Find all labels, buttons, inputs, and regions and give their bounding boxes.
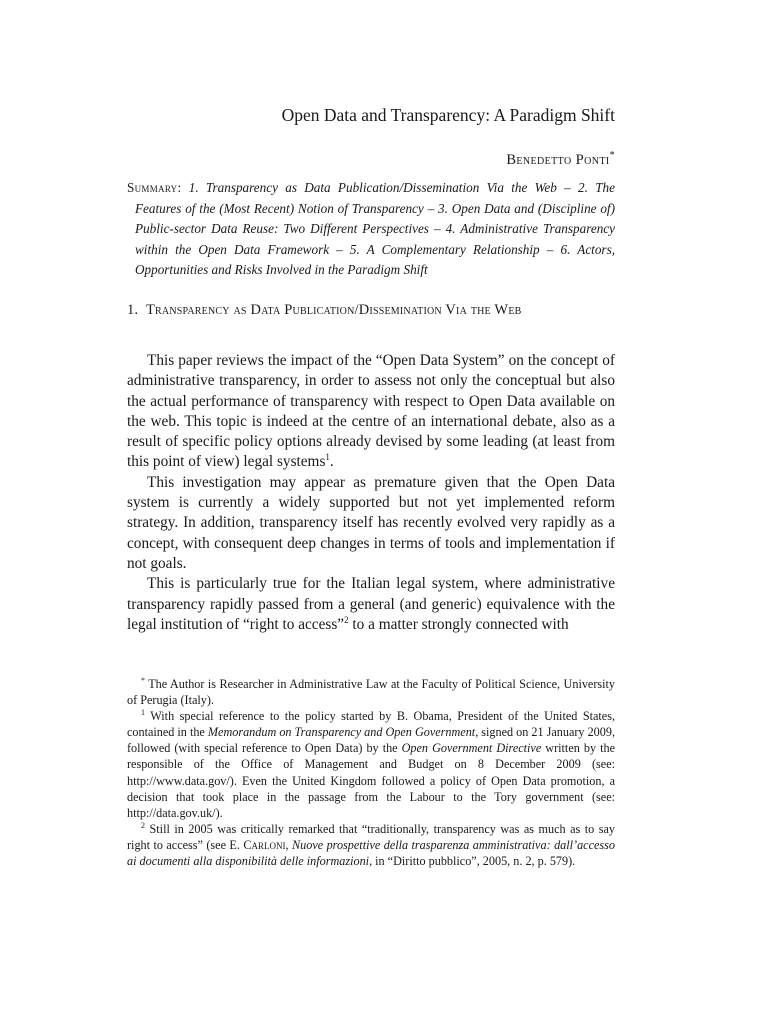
paragraph [127,351,615,473]
footnote-text: Still in 2005 was critically remarked that “traditionally, transparency was as much as to say right to access” (see E. [127,821,615,852]
section-title: Transparency as Data Publication/Dissemination Via the Web [146,302,522,318]
footnote-text: written by the responsible of the Office of Management and Budget on 8 December 2009 (see: http://www.data.gov/). Even the United Kingdom followed a policy of Open Data promotion, a decision that took place in the passage from the Labour to the Tory government (see: http://data.gov.uk/). [127,741,615,820]
footnote-text: , signed on 21 January 2009, followed (with special reference to Open Data) by the [127,725,615,756]
footnote-ref[interactable]: 1 [325,452,330,463]
footnote-2 [127,821,615,869]
footnote-text: , [285,837,292,852]
summary-items: 1. Transparency as Data Publication/Dissemination Via the Web – 2. The Features of the (Most Recent) Notion of Transparency – 3. Open Data and (Discipline of) Public-sector Data Reuse: Two Different Perspectives – 4. Administrative Transparency within the Open Data Framework – 5. A Complementary Relationship – 6. Actors, Opportunities and Risks Involved in the Paradigm Shift [135,180,615,277]
footnote-mark: * [141,675,145,685]
footnote-author-name: Carloni [243,837,286,852]
paragraph: This investigation may appear as premature given that the Open Data system is currently a widely supported but not yet implemented reform strategy. In addition, transparency itself has recently evolved very rapidly as a concept, with consequent deep changes in terms of tools and implementation if not goals. [127,473,615,572]
footnotes [127,676,615,869]
footnote-mark: 2 [141,820,145,830]
footnote-text: With special reference to the policy started by B. Obama, President of the United States, contained in the [127,709,615,740]
footnote-text: , in “Diritto pubblico”, 2005, n. 2, p. 579). [369,854,576,869]
author-footnote-mark: * [609,150,615,161]
section-heading [127,300,615,320]
summary-block [127,178,615,281]
body-text [127,351,615,635]
paragraph [127,574,615,635]
footnote-italic: Open Government Directive [401,741,542,756]
summary-label: Summary: [127,180,182,195]
author-name: Benedetto Ponti [506,151,610,168]
paragraph-text: This paper reviews the impact of the “Open Data System” on the concept of administrative transparency, in order to assess not only the conceptual but also the actual performance of transparency with respect to Open Data available on the web. This topic is indeed at the centre of an international debate, also as a result of specific policy options already devised by some leading (at least from this point of view) legal systems [127,352,615,471]
footnote-italic: Nuove prospettive della trasparenza amministrativa: dall’accesso ai documenti alla disponibilità delle informazioni [127,837,615,869]
footnote-italic: Memorandum on Transparency and Open Government [207,725,476,740]
paper-title: Open Data and Transparency: A Paradigm Shift [281,105,615,125]
paragraph-text: to a matter strongly connected with [348,615,569,633]
footnote-ref[interactable]: 2 [344,614,349,625]
paragraph-text: This is particularly true for the Italian legal system, where administrative transparency rapidly passed from a general (and generic) equivalence with the legal institution of “right to access” [127,575,615,633]
footnote-text: The Author is Researcher in Administrative Law at the Faculty of Political Science, University of Perugia (Italy). [127,677,615,708]
paragraph-text: . [329,453,334,471]
footnote-author [127,676,615,708]
footnote-1 [127,708,615,821]
author-line [506,150,615,169]
section-number: 1. [127,302,139,318]
footnote-mark: 1 [141,708,145,718]
